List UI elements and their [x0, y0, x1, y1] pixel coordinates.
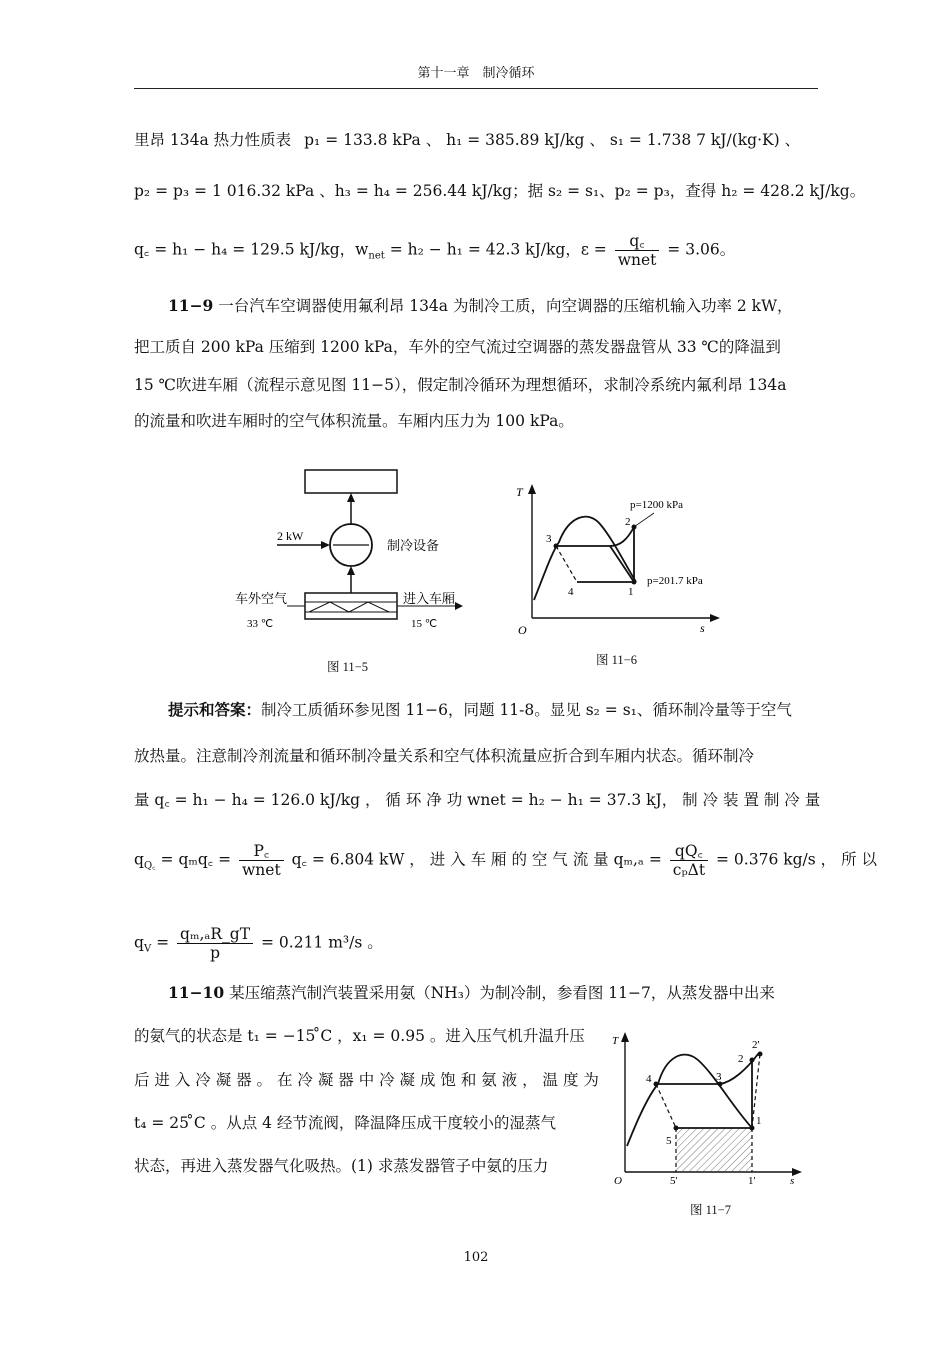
answer-l5-a: q [134, 933, 144, 952]
frac-numerator: qQ꜀ [670, 842, 708, 861]
para1-l3-net: net [368, 250, 385, 262]
answer-l4-b: = qₘq꜀ = [160, 850, 232, 869]
problem-11-9-line3: 15 ℃吹进车厢（流程示意见图 11−5），假定制冷循环为理想循环，求制冷系统内氟利昂 134a [134, 376, 787, 394]
point-2-prime: 2' [752, 1039, 760, 1051]
para1-line1 [134, 129, 818, 151]
answer-l5-c: = 0.211 m³/s 。 [261, 933, 383, 952]
para1-line3 [134, 232, 818, 269]
header-rule [134, 88, 818, 89]
caption-11-7: 图 11−7 [690, 1203, 731, 1217]
answer-line2: 放热量。注意制冷剂流量和循环制冷量关系和空气体积流量应折合到车厢内状态。循环制冷 [134, 747, 755, 765]
problem-11-10-line3: 后 进 入 冷 凝 器 。 在 冷 凝 器 中 冷 凝 成 饱 和 氨 液 ， 温 度 为 [134, 1071, 599, 1089]
origin-label: O [518, 623, 527, 637]
inlet-temp-label: 33 ℃ [247, 618, 274, 630]
low-pressure-label: p=201.7 kPa [647, 575, 703, 587]
para1-l1-values: p₁ = 133.8 kPa 、 h₁ = 385.89 kJ/kg 、 s₁ = 1.738 7 kJ/(kg·K) 、 [304, 131, 801, 149]
frac-denominator: p [210, 944, 221, 962]
frac-denominator: cₚΔt [672, 861, 706, 879]
point-2: 2 [738, 1053, 744, 1065]
point-1-prime: 1' [748, 1175, 756, 1187]
point-3: 3 [716, 1071, 722, 1083]
para1-l3-a: q꜀ = h₁ − h₄ = 129.5 kJ/kg，w [134, 240, 369, 259]
point-4: 4 [646, 1073, 652, 1085]
para1-l3-b: = h₂ − h₁ = 42.3 kJ/kg，ε = [389, 240, 607, 259]
point-2: 2 [625, 516, 631, 528]
point-1: 1 [756, 1115, 762, 1127]
answer-l5-b: = [156, 933, 170, 952]
figure-11-7 [608, 1026, 808, 1188]
problem-number: 11−9 [168, 296, 214, 315]
axis-s-label: s [790, 1175, 795, 1187]
problem-11-10-line4: t₄ = 25 ̊C 。从点 4 经节流阀，降温降压成干度较小的湿蒸气 [134, 1114, 556, 1132]
page-number: 102 [463, 1250, 489, 1265]
answer-l1: 制冷工质循环参见图 11−6，同题 11-8。显见 s₂ = s₁、循环制冷量等于空气 [261, 701, 792, 719]
frac-numerator: P꜀ [239, 842, 284, 861]
problem-11-10-line2: 的氨气的状态是 t₁ = −15 ̊C ，x₁ = 0.95 。进入压气机升温升压 [134, 1027, 585, 1045]
problem-11-10-line1 [168, 982, 818, 1004]
caption-11-5: 图 11−5 [327, 660, 368, 674]
outlet-temp-label: 15 ℃ [411, 618, 438, 630]
answer-line3: 量 q꜀ = h₁ − h₄ = 126.0 kJ/kg ， 循 环 净 功 wnet = h₂ − h₁ = 37.3 kJ， 制 冷 装 置 制 冷 量 [134, 791, 821, 809]
figure-11-5 [225, 465, 480, 640]
point-3: 3 [546, 533, 552, 545]
into-cabin-label: 进入车厢 [403, 591, 456, 606]
para1-line2: p₂ = p₃ = 1 016.32 kPa 、h₃ = h₄ = 256.44 kJ/kg；据 s₂ = s₁、p₂ = p₃，查得 h₂ = 428.2 kJ/kg。 [134, 182, 866, 200]
figure-11-6 [512, 480, 727, 642]
power-label: 2 kW [277, 529, 304, 543]
air-flow-fraction [670, 842, 708, 879]
answer-line5: $q_V$ = $\frac{\text{qₘ,ₐR\_gT}}{p}$ = 0.211 m³/s 。 [134, 925, 383, 962]
point-4: 4 [568, 586, 574, 598]
para1-l3-c: = 3.06。 [667, 240, 736, 259]
answer-l4-c: q꜀ = 6.804 kW ， 进 入 车 厢 的 空 气 流 量 qₘ,ₐ = [291, 850, 662, 869]
para1-eps-fraction [615, 232, 660, 269]
axis-s-label: s [700, 621, 705, 635]
point-1: 1 [628, 586, 634, 598]
problem-11-9-line2: 把工质自 200 kPa 压缩到 1200 kPa，车外的空气流过空调器的蒸发器盘管从 33 ℃的降温到 [134, 338, 781, 356]
point-5-prime: 5' [670, 1175, 678, 1187]
frac-denominator: wnet [617, 251, 657, 269]
origin-label: O [614, 1175, 622, 1187]
point-5: 5 [666, 1135, 672, 1147]
frac-numerator: q꜀ [615, 232, 660, 251]
problem-11-9-l1: 一台汽车空调器使用氟利昂 134a 为制冷工质，向空调器的压缩机输入功率 2 kW， [218, 297, 793, 315]
problem-11-9-line1 [168, 295, 818, 317]
device-label: 制冷设备 [387, 538, 440, 553]
problem-11-9-line4: 的流量和吹进车厢时的空气体积流量。车厢内压力为 100 kPa。 [134, 412, 574, 430]
frac-denominator: wnet [242, 861, 281, 879]
caption-11-6: 图 11−6 [596, 653, 637, 667]
para1-l1-text: 里昂 134a 热力性质表 [134, 131, 292, 149]
volume-flow-fraction [177, 925, 253, 962]
axis-t-label: T [612, 1035, 619, 1047]
problem-number: 11−10 [168, 983, 225, 1002]
high-pressure-label: p=1200 kPa [630, 499, 683, 511]
answer-l4-d: = 0.376 kg/s ， 所 以 [716, 850, 878, 869]
axis-t-label: T [516, 485, 523, 499]
answer-line1 [168, 699, 818, 721]
answer-label: 提示和答案： [168, 700, 262, 719]
frac-numerator: qₘ,ₐR_gT [177, 925, 253, 944]
answer-line4: $q_{Q꜀}$ = qₘq꜀ = $\frac{P꜀}{\text{wnet}}$ q꜀ = 6.804 kW ， 进 入 车 厢 的 空 气 流 量 qₘ,ₐ = $\frac{qQ꜀}{\text{cₚΔt}}$ = 0.376 kg/s ， 所 以 [134, 842, 878, 879]
power-ratio-fraction [239, 842, 284, 879]
answer-l4-a: q [134, 850, 144, 869]
running-header: 第十一章 制冷循环 [417, 66, 535, 81]
problem-11-10-l1: 某压缩蒸汽制汽装置采用氨（NH₃）为制冷制，参看图 11−7，从蒸发器中出来 [229, 984, 775, 1002]
problem-11-10-line5: 状态，再进入蒸发器气化吸热。(1) 求蒸发器管子中氨的压力 [134, 1157, 549, 1175]
outside-air-label: 车外空气 [235, 591, 288, 606]
